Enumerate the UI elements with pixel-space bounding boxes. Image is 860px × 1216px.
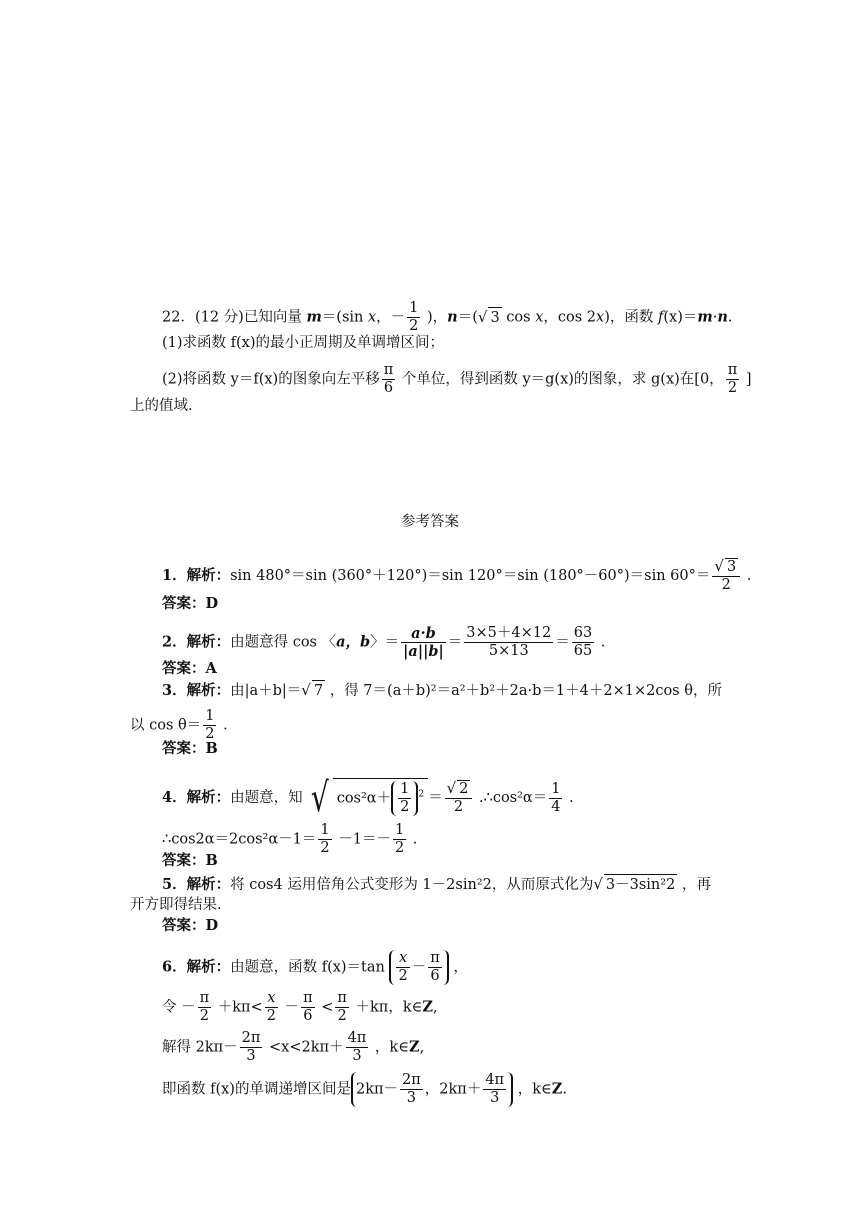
answer-1-result: 答案：D xyxy=(162,595,219,612)
paren-inner xyxy=(351,1072,513,1107)
a3-text2: ，得 7＝(a＋b)²＝a²＋b²＋2a·b＝1＋4＋2×1×2cos θ，所 xyxy=(325,683,722,699)
frac-den: 6 xyxy=(430,968,440,984)
fraction-pi-2b xyxy=(335,990,349,1025)
frac-den: 2 xyxy=(453,799,464,815)
frac-den: 2 xyxy=(266,1008,276,1024)
answer-4-result: 答案：B xyxy=(162,852,218,869)
a6-line4e: . xyxy=(562,1081,567,1098)
frac-num: π xyxy=(303,990,313,1006)
a5-text: 将 cos4 运用倍角公式变形为 1－2sin²2，从而原式化为 xyxy=(230,877,594,893)
sqrt-icon: √ xyxy=(446,779,457,797)
vector-m2: m xyxy=(697,308,713,326)
frac-num: π xyxy=(337,990,347,1006)
frac-den: 2 xyxy=(398,968,408,984)
paren-inner: $\frac{x}{2}$ － $\frac{\pi}{6}$ xyxy=(389,950,448,985)
sqrt-icon: √ xyxy=(593,875,603,893)
p22-close2: )，函数 xyxy=(604,309,658,326)
a4-square: 2 xyxy=(418,789,425,800)
frac-num: π xyxy=(727,362,738,378)
a6-line4c: ，2kπ＋ xyxy=(424,1081,482,1098)
frac-den: 5×13 xyxy=(488,643,529,659)
fraction-63-65 xyxy=(572,625,594,660)
answer-6-line3 xyxy=(162,1030,424,1065)
a4-therefore: .∴cos²α＝ xyxy=(474,790,548,806)
p22-f: f xyxy=(658,309,664,326)
p22-cosx: cos xyxy=(501,309,536,326)
a2-eq2: ＝ xyxy=(555,634,570,651)
a3-line2: 以 cos θ＝ xyxy=(130,717,202,734)
sqrt-value: 3 xyxy=(488,307,501,328)
frac-den: 2 xyxy=(320,840,330,856)
p22-part2b: 个单位，得到函数 y＝g(x)的图象，求 g(x)在[0， xyxy=(397,371,724,388)
frac-den: 3 xyxy=(352,1048,362,1064)
a6-comma: ， xyxy=(448,959,468,976)
frac-den: 65 xyxy=(573,643,593,659)
fraction-sqrt2-2 xyxy=(445,780,473,816)
p22-x2: x xyxy=(535,309,544,326)
problem-22-part2-cont: 上的值域. xyxy=(130,398,193,414)
p22-comma: ，－ xyxy=(376,309,406,326)
frac-num xyxy=(445,780,473,799)
frac-num: 2π xyxy=(241,1030,261,1046)
answer-2-result: 答案：A xyxy=(162,660,217,677)
answer-6-line2 xyxy=(162,990,438,1025)
p22-end: . xyxy=(727,309,733,326)
a6-line4a: 即函数 f(x)的单调递增区间是 xyxy=(162,1081,351,1098)
frac-den: |a||b| xyxy=(403,643,444,660)
a4-line2b: －1＝－ xyxy=(333,831,391,848)
frac-num: 1 xyxy=(205,708,215,724)
p22-x: x xyxy=(367,309,377,326)
a6-text: 由题意，函数 f(x)＝tan xyxy=(230,959,390,976)
a6-line2d: < xyxy=(316,999,334,1016)
vector-m: m xyxy=(306,308,322,326)
problem-22-line1 xyxy=(162,300,732,335)
fraction-half xyxy=(318,822,331,857)
a6-line2a: 令 － xyxy=(162,999,196,1016)
fraction-pi-6 xyxy=(428,950,442,985)
frac-den: 2 xyxy=(394,840,405,856)
frac-num: π xyxy=(199,990,210,1006)
a4-eq: ＝ xyxy=(428,790,443,806)
a6-line2f: , xyxy=(432,999,438,1016)
fraction-pi-2 xyxy=(198,990,212,1025)
a1-end: . xyxy=(742,568,752,584)
frac-num: 1 xyxy=(551,780,561,797)
a3-end: . xyxy=(218,717,228,734)
frac-den: 2 xyxy=(400,799,410,815)
p22-cos2x: ，cos 2 xyxy=(543,309,597,326)
frac-den: 3 xyxy=(406,1090,417,1106)
answer-5-cont: 开方即得结果. xyxy=(130,897,222,913)
frac-num: 2π xyxy=(402,1072,421,1088)
fraction-calc xyxy=(464,625,553,660)
fraction-pi-6 xyxy=(301,990,315,1025)
frac-num: x xyxy=(396,950,409,968)
vector-n2: n xyxy=(717,308,728,326)
answer-4 xyxy=(162,775,574,821)
a1-text: sin 480°＝sin (360°＋120°)＝sin 120°＝sin (180°－60°)＝sin 60°＝ xyxy=(230,568,711,584)
frac-den: 6 xyxy=(303,1008,313,1024)
fraction-pi-2 xyxy=(726,362,740,397)
a6-Z: Z xyxy=(422,998,433,1016)
vector-n: n xyxy=(447,308,458,326)
fraction-4pi-3 xyxy=(483,1072,506,1107)
frac-num: 63 xyxy=(573,625,593,641)
p22-dot: · xyxy=(712,309,718,326)
answer-5 xyxy=(162,874,711,895)
answer-6-line4 xyxy=(162,1072,567,1107)
sqrt-value: 3－3sin²2 xyxy=(604,874,677,895)
paren-group xyxy=(389,950,448,985)
fraction-x-2 xyxy=(396,950,409,985)
paren-group xyxy=(351,1072,513,1107)
frac-num: π xyxy=(430,950,440,966)
a2-ab: a，b xyxy=(336,633,371,651)
a6-line4d: ，k∈ xyxy=(513,1081,552,1098)
fraction-sqrt3-2 xyxy=(712,558,740,594)
sqrt-icon: √ xyxy=(301,681,311,699)
frac-num: 1 xyxy=(320,822,330,838)
frac-num: 1 xyxy=(409,300,419,316)
a3-label: 3．解析： xyxy=(162,682,231,699)
sqrt-value: 2 xyxy=(459,781,469,797)
a6-line3d: , xyxy=(419,1039,425,1056)
a6-line3a: 解得 2kπ－ xyxy=(162,1039,238,1056)
a6-line2b: ＋kπ< xyxy=(213,999,263,1016)
frac-den: 2 xyxy=(727,380,738,396)
a6-Z: Z xyxy=(408,1038,420,1056)
frac-num xyxy=(712,558,740,577)
fraction-pi-6 xyxy=(382,362,396,397)
answer-6 xyxy=(162,950,468,985)
frac-den: 2 xyxy=(337,1008,347,1024)
frac-den: 6 xyxy=(383,380,394,396)
fraction-quarter xyxy=(549,781,562,816)
a4-line2c: . xyxy=(408,831,418,848)
a2-text2: 〉＝ xyxy=(370,634,400,651)
sqrt-value: 3 xyxy=(726,559,737,575)
paren-inner xyxy=(391,781,418,816)
frac-num: 1 xyxy=(394,822,405,838)
frac-num: 3×5＋4×12 xyxy=(466,625,552,641)
a6-label: 6．解析： xyxy=(162,958,231,976)
answer-3 xyxy=(162,680,722,701)
frac-den: 2 xyxy=(205,726,215,742)
p22-close1: )， xyxy=(422,309,448,326)
p22-eq2: ＝( xyxy=(457,309,478,326)
a4-end: . xyxy=(564,790,574,806)
a3-text: 由|a＋b|＝ xyxy=(230,683,302,699)
frac-num: a·b xyxy=(401,625,446,643)
p22-x3: x xyxy=(596,309,605,326)
a6-line4b: 2kπ－ xyxy=(355,1081,399,1098)
p22-eq1: ＝(sin xyxy=(321,309,368,326)
frac-num: π xyxy=(383,362,394,378)
fraction-half-2 xyxy=(393,822,406,857)
a2-eq: ＝ xyxy=(447,634,463,651)
a6-line2c: － xyxy=(279,999,300,1016)
sqrt-body xyxy=(333,778,428,818)
fraction-2pi-3 xyxy=(400,1072,423,1107)
p22-part2a: (2)将函数 y＝f(x)的图象向左平移 xyxy=(162,371,380,388)
a2-label: 2．解析： xyxy=(162,633,231,651)
a4-text: 由题意，知 xyxy=(230,790,308,806)
answer-3-result: 答案：B xyxy=(162,740,218,757)
a5-label: 5．解析： xyxy=(162,876,231,893)
frac-den: 2 xyxy=(199,1008,209,1024)
frac-num: 4π xyxy=(485,1072,505,1088)
fraction-4pi-3 xyxy=(346,1030,369,1065)
frac-den: 4 xyxy=(551,798,561,815)
a6-line2e: ＋kπ，k∈ xyxy=(350,999,423,1016)
p22-fx: (x)＝ xyxy=(663,309,698,326)
answers-title: 参考答案 xyxy=(401,514,459,530)
sqrt-value: 7 xyxy=(312,680,325,701)
problem-22-part2 xyxy=(162,362,752,397)
a6-line3c: ，k∈ xyxy=(370,1039,409,1056)
paren-group xyxy=(391,781,418,816)
frac-num: x xyxy=(265,990,278,1008)
a6-Z: Z xyxy=(551,1080,563,1098)
a4-inner: cos²α＋ xyxy=(336,790,392,807)
fraction-half xyxy=(407,300,420,335)
sqrt-icon: √ xyxy=(477,307,488,326)
p22-part2c: ] xyxy=(741,371,752,388)
answer-5-result: 答案：D xyxy=(162,917,219,934)
a2-end: . xyxy=(596,634,606,651)
a1-label: 1．解析： xyxy=(162,567,231,584)
problem-22-part1: (1)求函数 f(x)的最小正周期及单调增区间； xyxy=(162,335,445,351)
fraction-ab xyxy=(401,625,446,660)
answer-2 xyxy=(162,625,605,660)
a5-text2: ，再 xyxy=(677,877,711,893)
fraction-2pi-3 xyxy=(240,1030,263,1065)
fraction-x-2 xyxy=(265,990,278,1025)
sqrt-icon: √ xyxy=(714,557,724,575)
sqrt-icon: √ xyxy=(311,775,329,821)
a6-line3b: <x<2kπ＋ xyxy=(264,1039,344,1056)
fraction-half xyxy=(398,781,411,816)
big-sqrt xyxy=(307,775,428,821)
answer-1 xyxy=(162,558,751,594)
frac-num: 4π xyxy=(347,1030,367,1046)
frac-den: 2 xyxy=(409,318,419,334)
answer-3-cont xyxy=(130,708,228,743)
a4-line2a: ∴cos2α＝2cos²α－1＝ xyxy=(162,831,317,848)
a4-label: 4．解析： xyxy=(162,789,231,806)
frac-den: 2 xyxy=(721,577,731,593)
fraction-half xyxy=(203,708,216,743)
frac-den: 3 xyxy=(490,1090,500,1106)
p22-head: 22．(12 分)已知向量 xyxy=(162,309,307,326)
frac-den: 3 xyxy=(246,1048,256,1064)
a2-text: 由题意得 cos 〈 xyxy=(230,634,337,651)
frac-num: 1 xyxy=(400,781,410,797)
